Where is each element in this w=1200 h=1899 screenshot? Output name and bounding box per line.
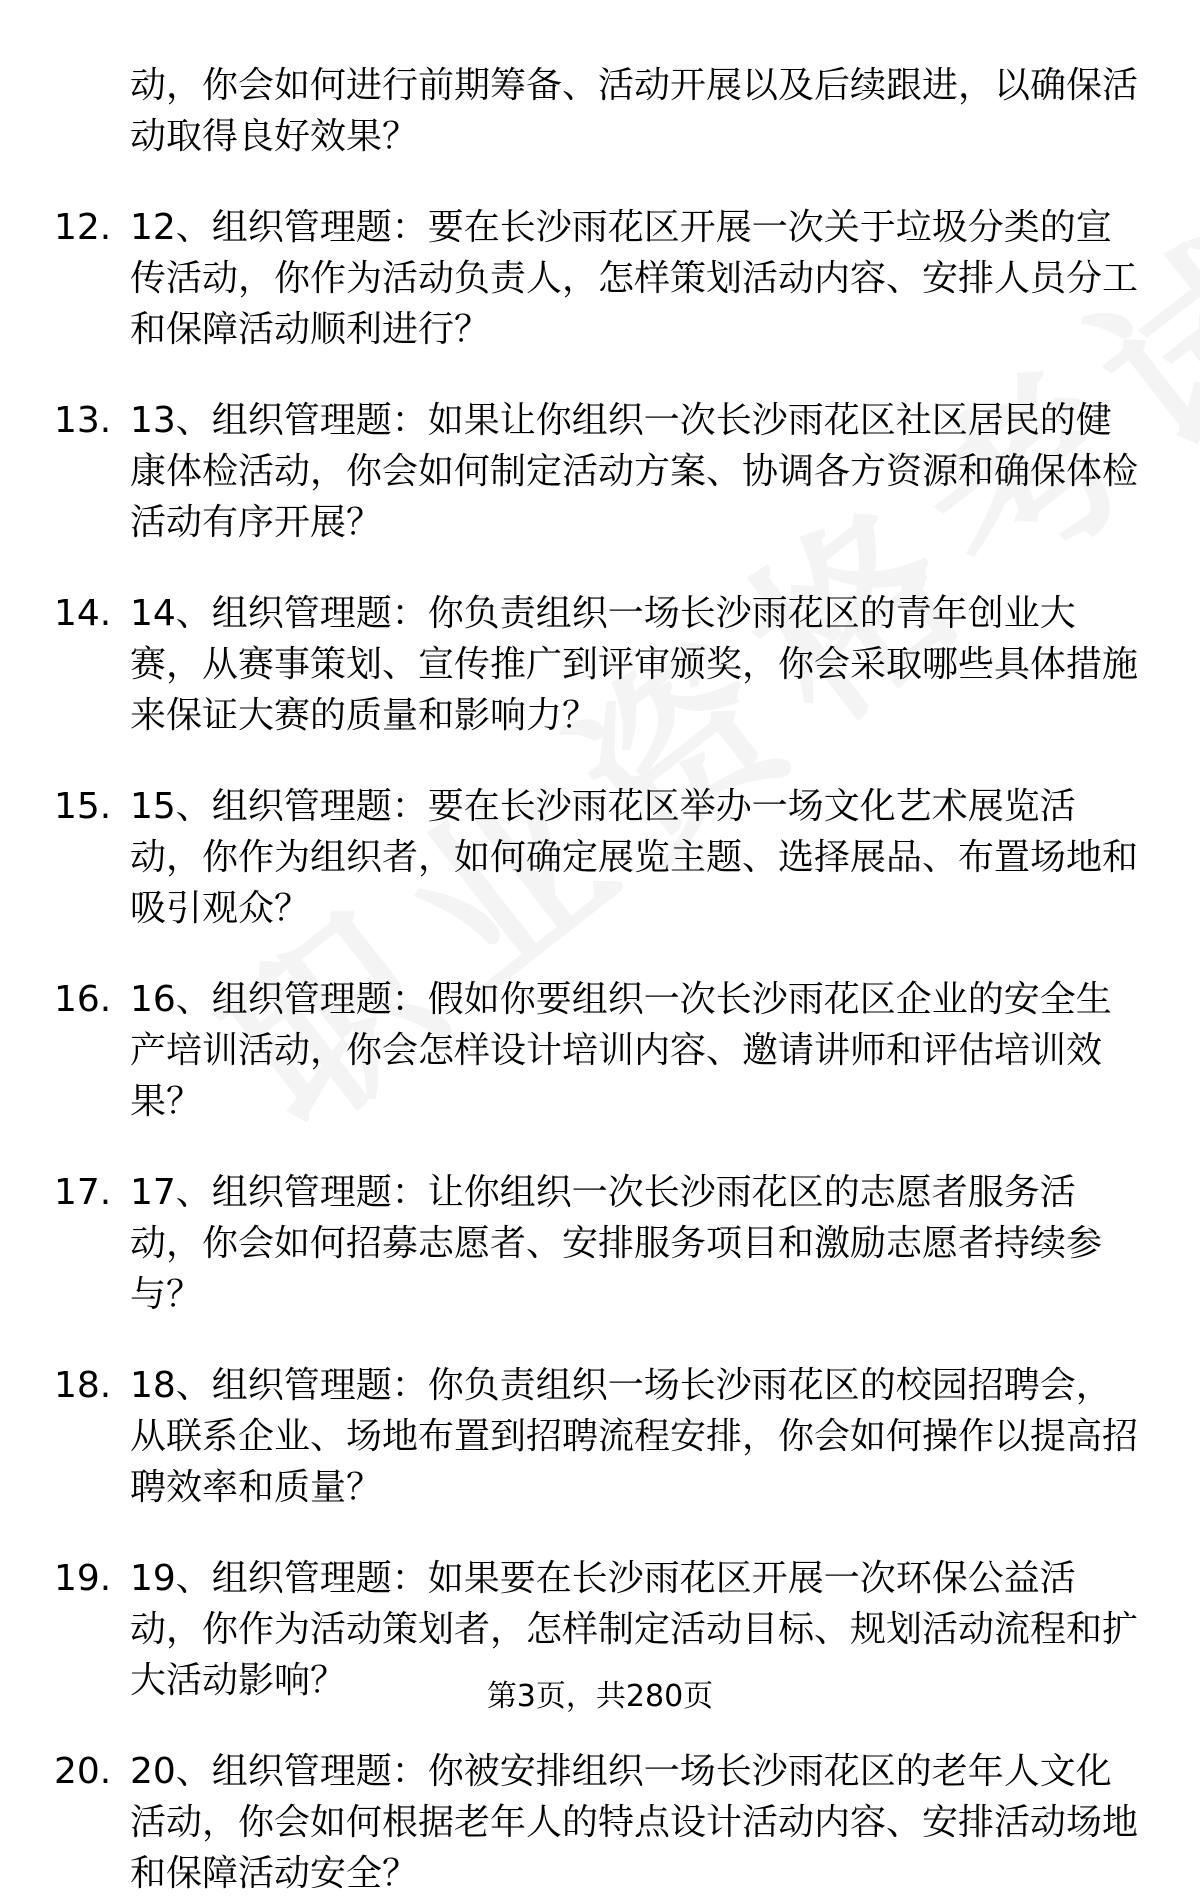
document-body: [0, 60, 1200, 1899]
question-item: [0, 1360, 1140, 1513]
question-number: 15.: [54, 786, 112, 827]
question-item: [0, 1746, 1140, 1899]
question-text: 13、组织管理题：如果让你组织一次长沙雨花区社区居民的健康体检活动，你会如何制定活动方案、协调各方资源和确保体检活动有序开展？: [130, 400, 1139, 543]
question-item: [0, 974, 1140, 1127]
question-text: 18、组织管理题：你负责组织一场长沙雨花区的校园招聘会，从联系企业、场地布置到招聘流程安排，你会如何操作以提高招聘效率和质量？: [130, 1365, 1139, 1508]
intro-continuation-text: 动，你会如何进行前期筹备、活动开展以及后续跟进，以确保活动取得良好效果？: [130, 65, 1139, 157]
question-number: 12.: [54, 207, 112, 248]
question-text: 15、组织管理题：要在长沙雨花区举办一场文化艺术展览活动，你作为组织者，如何确定展览主题、选择展品、布置场地和吸引观众？: [130, 786, 1139, 929]
question-text: 17、组织管理题：让你组织一次长沙雨花区的志愿者服务活动，你会如何招募志愿者、安排服务项目和激励志愿者持续参与？: [130, 1172, 1103, 1315]
question-text: 12、组织管理题：要在长沙雨花区开展一次关于垃圾分类的宣传活动，你作为活动负责人，怎样策划活动内容、安排人员分工和保障活动顺利进行？: [130, 207, 1139, 350]
question-item: [0, 588, 1140, 741]
question-text: 16、组织管理题：假如你要组织一次长沙雨花区企业的安全生产培训活动，你会怎样设计培训内容、邀请讲师和评估培训效果？: [130, 979, 1112, 1122]
question-text: 19、组织管理题：如果要在长沙雨花区开展一次环保公益活动，你作为活动策划者，怎样制定活动目标、规划活动流程和扩大活动影响？: [130, 1558, 1139, 1701]
question-number: 14.: [54, 593, 112, 634]
question-text: 14、组织管理题：你负责组织一场长沙雨花区的青年创业大赛，从赛事策划、宣传推广到评审颁奖，你会采取哪些具体措施来保证大赛的质量和影响力？: [130, 593, 1139, 736]
question-item: [0, 395, 1140, 548]
question-number: 18.: [54, 1365, 112, 1406]
question-number: 19.: [54, 1558, 112, 1599]
question-item: [0, 1167, 1140, 1320]
question-number: 13.: [54, 400, 112, 441]
question-list: [0, 202, 1200, 1899]
question-number: 20.: [54, 1751, 112, 1792]
question-number: 16.: [54, 979, 112, 1020]
question-item: [0, 781, 1140, 934]
question-item: [0, 202, 1140, 355]
question-text: 20、组织管理题：你被安排组织一场长沙雨花区的老年人文化活动，你会如何根据老年人的特点设计活动内容、安排活动场地和保障活动安全？: [130, 1751, 1139, 1894]
page-footer: 第3页，共280页: [486, 1679, 714, 1714]
question-number: 17.: [54, 1172, 112, 1213]
